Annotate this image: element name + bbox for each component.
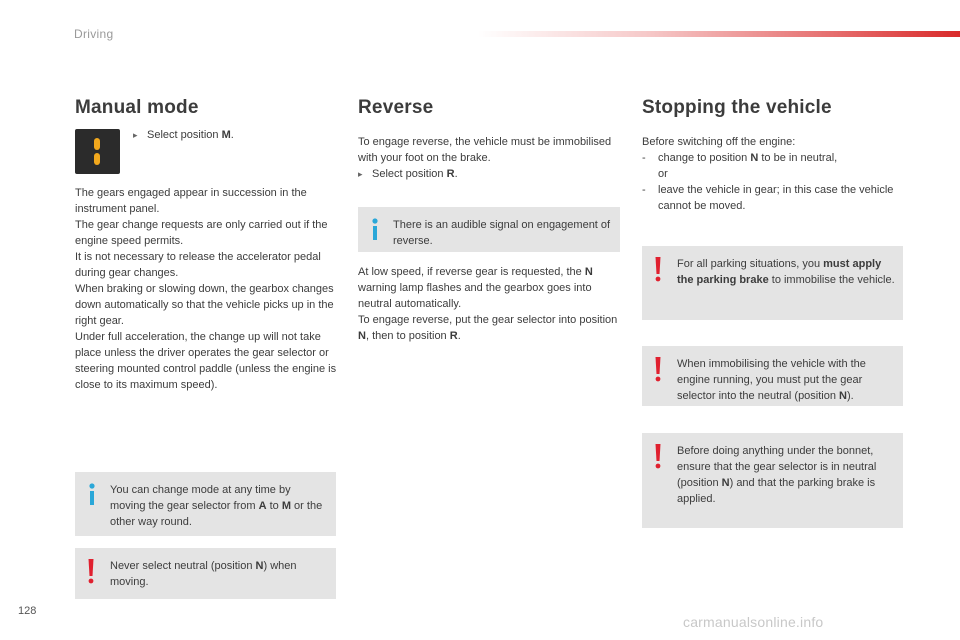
stopping-intro: Before switching off the engine: [642, 136, 796, 148]
reverse-column [358, 96, 620, 182]
reverse-info-box: There is an audible signal on engagement of reverse. [358, 207, 620, 252]
info-icon [87, 482, 97, 506]
warning-icon [86, 558, 96, 584]
manual-para: The gears engaged appear in succession in the instrument panel. [75, 187, 307, 215]
manual-step: ▸ Select position M. [133, 129, 234, 141]
stopping-title: Stopping the vehicle [642, 97, 832, 118]
header-gradient-bar [478, 31, 960, 37]
stopping-warning-box-3: Before doing anything under the bonnet, ensure that the gear selector is in neutral (position N) and that the parking brake is applied. [642, 433, 903, 528]
manual-mode-title: Manual mode [75, 97, 199, 118]
warning-icon [653, 256, 663, 282]
manual-para: When braking or slowing down, the gearbox changes down automatically so that the vehicle picks up in the right gear. [75, 283, 334, 327]
gear-indicator-icon [75, 129, 120, 174]
reverse-paragraph: At low speed, if reverse gear is requested, the N warning lamp flashes and the gearbox goes into neutral automatically. To engage reverse, put the gear selector into position N, then to position R. [358, 266, 618, 342]
stopping-item: - leave the vehicle in gear; in this case the vehicle cannot be moved. [642, 184, 894, 212]
manual-para: Under full acceleration, the change up will not take place unless the driver operates the gear selector or steering mounted control paddle (unless the engine is close to its maximum speed). [75, 331, 337, 391]
reverse-intro: To engage reverse, the vehicle must be immobilised with your foot on the brake. [358, 136, 612, 164]
manual-body [75, 185, 339, 393]
warning-icon [653, 356, 663, 382]
reverse-title: Reverse [358, 97, 434, 118]
stopping-item: - change to position N to be in neutral, or [642, 152, 838, 180]
page-number: 128 [18, 605, 37, 617]
info-icon [370, 217, 380, 241]
stopping-warning-box-1: For all parking situations, you must apply the parking brake to immobilise the vehicle. [642, 246, 903, 320]
warning-icon [653, 443, 663, 469]
stopping-warning-box-2: When immobilising the vehicle with the engine running, you must put the gear selector into the neutral (position N). [642, 346, 903, 406]
manual-para: The gear change requests are only carried out if the engine speed permits. [75, 219, 328, 247]
step-pointer-icon: ▸ [133, 130, 138, 140]
step-pointer-icon: ▸ [358, 169, 363, 179]
manual-warning-box: Never select neutral (position N) when moving. [75, 548, 336, 599]
manual-info-box: You can change mode at any time by moving the gear selector from A to M or the other way round. [75, 472, 336, 536]
stopping-column [642, 96, 904, 214]
manual-para: It is not necessary to release the accelerator pedal during gear changes. [75, 251, 321, 279]
reverse-step: ▸ Select position R. [358, 168, 458, 180]
watermark: carmanualsonline.info [683, 614, 824, 630]
section-label: Driving [74, 27, 114, 41]
